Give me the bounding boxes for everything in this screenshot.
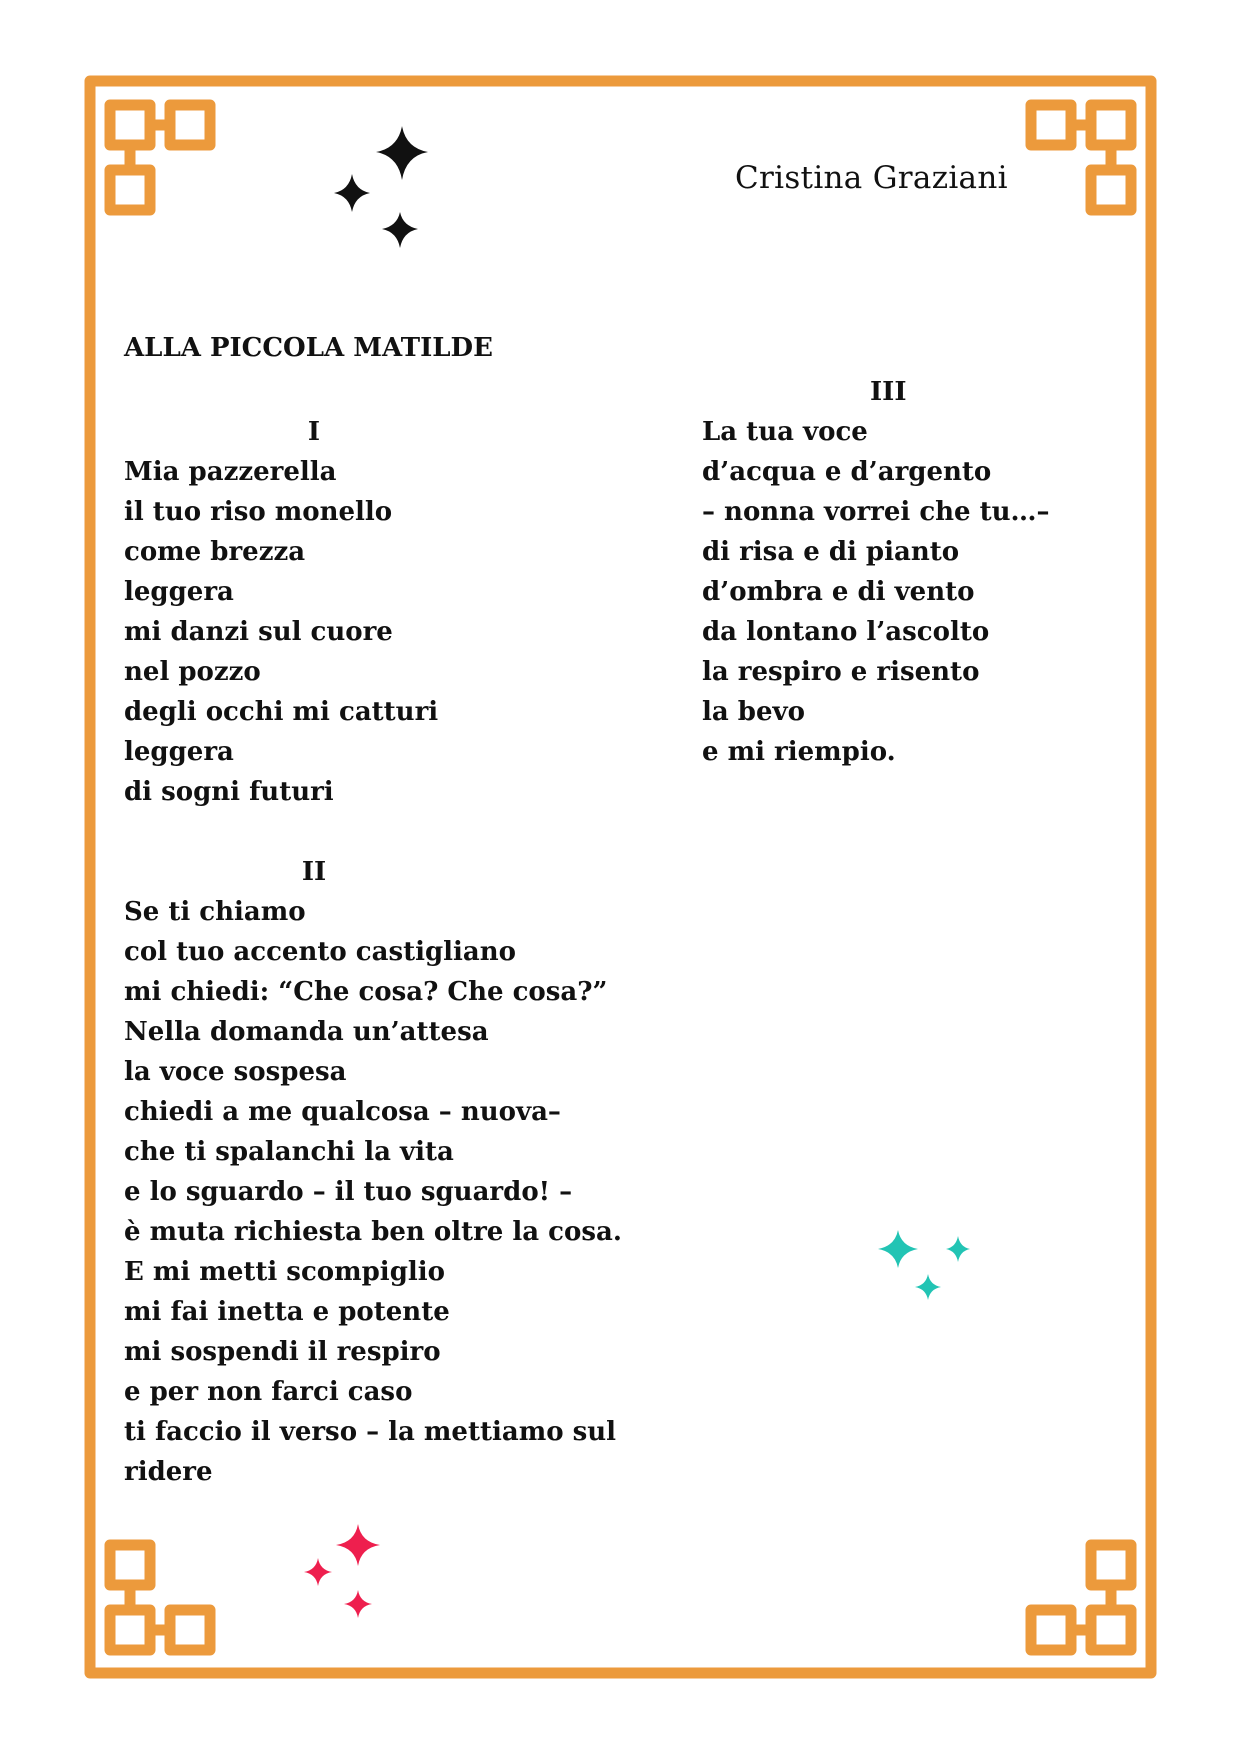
poem-line: – nonna vorrei che tu…–: [702, 497, 1050, 527]
poem-line: mi danzi sul cuore: [124, 617, 393, 647]
poem-line: ridere: [124, 1457, 213, 1487]
sparkle-icon: [296, 1520, 396, 1630]
sparkle-icon: [870, 1220, 980, 1310]
section-number: II: [301, 857, 327, 887]
poem-line: che ti spalanchi la vita: [124, 1137, 454, 1167]
poem-line: di sogni futuri: [124, 777, 334, 807]
poem-line: è muta richiesta ben oltre la cosa.: [124, 1217, 622, 1247]
poem-line: d’acqua e d’argento: [702, 457, 992, 487]
poem-line: nel pozzo: [124, 657, 261, 687]
poem-line: la voce sospesa: [124, 1057, 347, 1087]
sparkle-icon: [320, 120, 440, 260]
poem-line: di risa e di pianto: [702, 537, 960, 567]
poem-column-right: [702, 372, 1082, 772]
poem-line: da lontano l’ascolto: [702, 617, 990, 647]
poem-line: Mia pazzerella: [124, 457, 337, 487]
frame-corner-top-right: [1025, 81, 1151, 210]
poem-title: ALLA PICCOLA MATILDE: [124, 333, 493, 363]
poem-line: E mi metti scompiglio: [124, 1257, 445, 1287]
poem-line: mi sospendi il respiro: [124, 1337, 441, 1367]
poem-line: e lo sguardo – il tuo sguardo! –: [124, 1177, 573, 1207]
stanza-gap: [124, 812, 604, 852]
poem-line: Nella domanda un’attesa: [124, 1017, 489, 1047]
poem-line: e per non farci caso: [124, 1377, 413, 1407]
poem-line: la bevo: [702, 697, 805, 727]
poem-line: Se ti chiamo: [124, 897, 306, 927]
poem-column-left: [124, 412, 622, 1492]
poem-line: mi fai inetta e potente: [124, 1297, 450, 1327]
section-number: III: [870, 377, 907, 407]
section-number: I: [307, 417, 321, 447]
poem-line: degli occhi mi catturi: [124, 697, 439, 727]
poem-line: col tuo accento castigliano: [124, 937, 516, 967]
poem-line: il tuo riso monello: [124, 497, 393, 527]
frame-corner-bottom-left: [90, 1545, 215, 1673]
poem-line: leggera: [124, 737, 234, 767]
poem-line: La tua voce: [702, 417, 868, 447]
poem-line: mi chiedi: “Che cosa? Che cosa?”: [124, 977, 608, 1007]
poem-line: chiedi a me qualcosa – nuova–: [124, 1097, 561, 1127]
frame-corner-top-left: [90, 81, 215, 210]
poem-line: ti faccio il verso – la mettiamo sul: [124, 1417, 617, 1447]
poem-line: la respiro e risento: [702, 657, 980, 687]
poem-line: d’ombra e di vento: [702, 577, 975, 607]
poem-line: leggera: [124, 577, 234, 607]
frame-corner-bottom-right: [1025, 1545, 1151, 1673]
poem-line: e mi riempio.: [702, 737, 896, 767]
poem-line: come brezza: [124, 537, 306, 567]
author-name: Cristina Graziani: [735, 160, 1008, 196]
